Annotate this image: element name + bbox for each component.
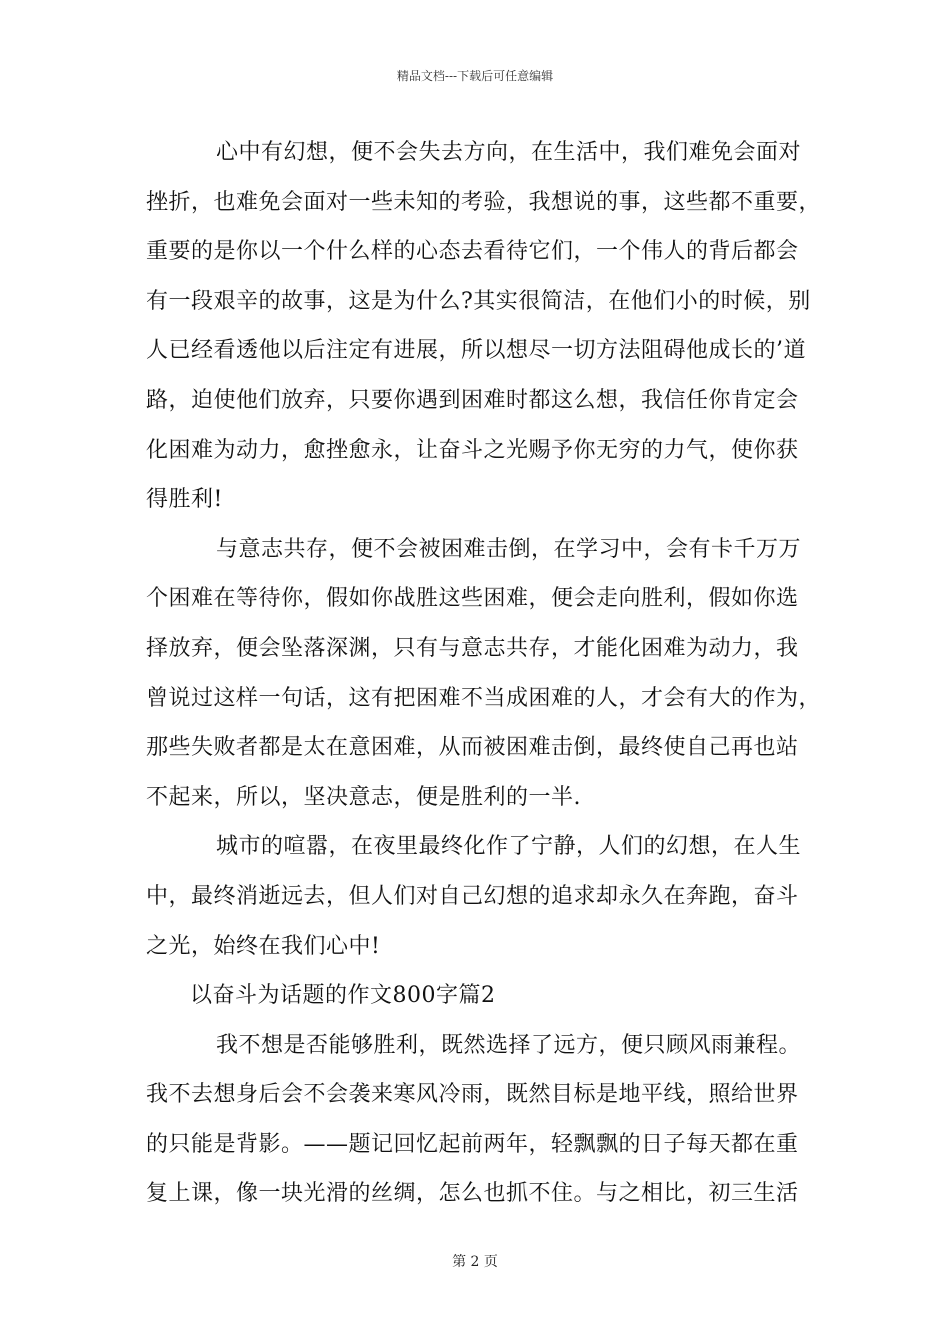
text-line: 人已经看透他以后注定有进展，所以想尽一切方法阻碍他成长的’道 [146, 338, 806, 364]
text-line: 路，迫使他们放弃，只要你遇到困难时都这么想，我信任你肯定会 [146, 387, 799, 413]
page-number: 第 2 页 [452, 1254, 498, 1270]
text-line: 我不去想身后会不会袭来寒风冷雨，既然目标是地平线，照给世界 [146, 1082, 799, 1108]
text-line: 挫折，也难免会面对一些未知的考验，我想说的事，这些都不重要， [146, 189, 822, 215]
text-line: 重要的是你以一个什么样的心态去看待它们，一个伟人的背后都会 [146, 239, 799, 265]
text-line: 不起来，所以，坚决意志，便是胜利的一半. [146, 784, 581, 810]
text-line: 的只能是背影。——题记回忆起前两年，轻飘飘的日子每天都在重 [146, 1131, 799, 1157]
text-line: 我不想是否能够胜利，既然选择了远方，便只顾风雨兼程。 [216, 1032, 802, 1058]
text-line: 复上课，像一块光滑的丝绸，怎么也抓不住。与之相比，初三生活 [146, 1181, 799, 1207]
document-body [146, 128, 826, 1219]
text-line: 中，最终消逝远去，但人们对自己幻想的追求却永久在奔跑，奋斗 [146, 883, 799, 909]
text-line: 之光，始终在我们心中! [146, 933, 381, 959]
text-line: 那些失败者都是太在意困难，从而被困难击倒，最终使自己再也站 [146, 735, 799, 761]
page-header: 精品文档---下载后可任意编辑 [396, 69, 554, 83]
text-line: 城市的喧嚣，在夜里最终化作了宁静，人们的幻想，在人生 [216, 834, 802, 860]
text-line: 个困难在等待你，假如你战胜这些困难，便会走向胜利，假如你选 [146, 586, 799, 612]
section-heading: 以奋斗为话题的作文800字篇2 [190, 983, 496, 1009]
text-line: 有一段艰辛的故事，这是为什么?其实很简洁，在他们小的时候，别 [146, 288, 811, 314]
text-line: 化困难为动力，愈挫愈永，让奋斗之光赐予你无穷的力气，使你获 [146, 437, 799, 463]
text-line: 得胜利! [146, 487, 223, 513]
text-line: 心中有幻想，便不会失去方向，在生活中，我们难免会面对 [216, 140, 802, 165]
text-line: 曾说过这样一句话，这有把困难不当成困难的人，才会有大的作为， [146, 685, 822, 711]
text-line: 择放弃，便会坠落深渊，只有与意志共存，才能化困难为动力，我 [146, 635, 799, 661]
text-line: 与意志共存，便不会被困难击倒，在学习中，会有卡千万万 [216, 536, 802, 562]
